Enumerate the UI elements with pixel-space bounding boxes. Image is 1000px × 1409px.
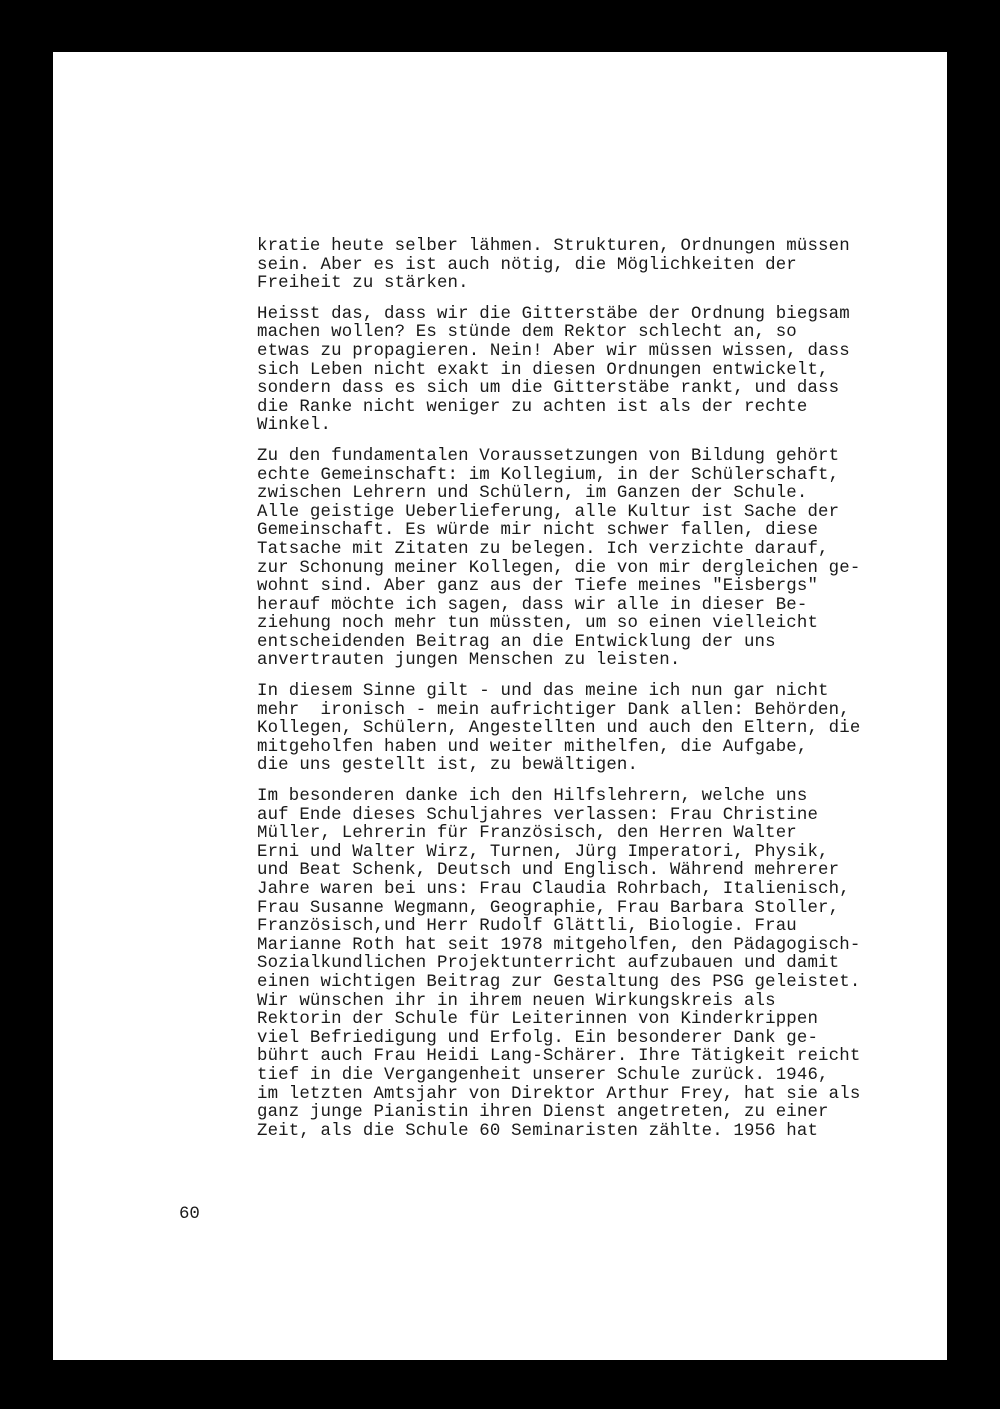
- text-line: ganz junge Pianistin ihren Dienst angetreten, zu einer: [257, 1103, 829, 1123]
- paragraph: [257, 788, 917, 1141]
- text-line: ziehung noch mehr tun müssten, um so einen vielleicht: [257, 614, 819, 634]
- text-line: Heisst das, dass wir die Gitterstäbe der Ordnung biegsam: [257, 304, 850, 324]
- body-text: [257, 238, 917, 1153]
- text-line: tief in die Vergangenheit unserer Schule zurück. 1946,: [257, 1065, 829, 1085]
- text-line: viel Befriedigung und Erfolg. Ein besonderer Dank ge-: [257, 1028, 819, 1048]
- text-line: im letzten Amtsjahr von Direktor Arthur Frey, hat sie als: [257, 1084, 861, 1104]
- text-line: Wir wünschen ihr in ihrem neuen Wirkungskreis als: [257, 991, 776, 1011]
- text-line: zur Schonung meiner Kollegen, die von mir dergleichen ge-: [257, 558, 861, 578]
- text-line: Kollegen, Schülern, Angestellten und auch den Eltern, die: [257, 719, 861, 739]
- text-line: Marianne Roth hat seit 1978 mitgeholfen, den Pädagogisch-: [257, 935, 861, 955]
- text-line: zwischen Lehrern und Schülern, im Ganzen der Schule.: [257, 484, 808, 504]
- text-line: Erni und Walter Wirz, Turnen, Jürg Imperatori, Physik,: [257, 842, 829, 862]
- text-line: Rektorin der Schule für Leiterinnen von Kinderkrippen: [257, 1010, 819, 1030]
- text-line: und Beat Schenk, Deutsch und Englisch. Während mehrerer: [257, 861, 840, 881]
- text-line: bührt auch Frau Heidi Lang-Schärer. Ihre Tätigkeit reicht: [257, 1047, 861, 1067]
- document-page: [53, 52, 947, 1360]
- paragraph: [257, 238, 917, 294]
- text-line: auf Ende dieses Schuljahres verlassen: Frau Christine: [257, 805, 819, 825]
- text-line: Jahre waren bei uns: Frau Claudia Rohrbach, Italienisch,: [257, 880, 850, 899]
- text-line: Sozialkundlichen Projektunterricht aufzubauen und damit: [257, 954, 840, 974]
- text-line: mehr ironisch - mein aufrichtiger Dank allen: Behörden,: [257, 700, 850, 720]
- text-line: Müller, Lehrerin für Französisch, den Herren Walter: [257, 824, 797, 844]
- text-line: sich Leben nicht exakt in diesen Ordnungen entwickelt,: [257, 360, 829, 380]
- text-line: Im besonderen danke ich den Hilfslehrern, welche uns: [257, 787, 808, 807]
- page-number: 60: [179, 1205, 200, 1224]
- text-line: Tatsache mit Zitaten zu belegen. Ich verzichte darauf,: [257, 539, 829, 559]
- text-line: In diesem Sinne gilt - und das meine ich nun gar nicht: [257, 682, 829, 702]
- text-line: echte Gemeinschaft: im Kollegium, in der Schülerschaft,: [257, 465, 840, 485]
- text-line: mitgeholfen haben und weiter mithelfen, die Aufgabe,: [257, 737, 808, 757]
- paragraph: [257, 683, 917, 776]
- text-line: sein. Aber es ist auch nötig, die Möglichkeiten der: [257, 255, 797, 275]
- text-line: Zeit, als die Schule 60 Seminaristen zählte. 1956 hat: [257, 1121, 819, 1141]
- paragraph: [257, 306, 917, 436]
- text-line: etwas zu propagieren. Nein! Aber wir müssen wissen, dass: [257, 341, 850, 361]
- paragraph: [257, 448, 917, 671]
- text-line: die uns gestellt ist, zu bewältigen.: [257, 756, 639, 776]
- text-line: sondern dass es sich um die Gitterstäbe rankt, und dass: [257, 379, 840, 399]
- text-line: Gemeinschaft. Es würde mir nicht schwer fallen, diese: [257, 521, 819, 541]
- text-line: Alle geistige Ueberlieferung, alle Kultur ist Sache der: [257, 502, 840, 522]
- text-line: herauf möchte ich sagen, dass wir alle in dieser Be-: [257, 595, 808, 615]
- text-line: Winkel.: [257, 416, 332, 436]
- text-line: Zu den fundamentalen Voraussetzungen von Bildung gehört: [257, 446, 840, 466]
- text-line: entscheidenden Beitrag an die Entwicklung der uns: [257, 632, 776, 652]
- text-line: die Ranke nicht weniger zu achten ist als der rechte: [257, 397, 808, 417]
- text-line: Freiheit zu stärken.: [257, 274, 469, 294]
- text-line: wohnt sind. Aber ganz aus der Tiefe meines "Eisbergs": [257, 577, 819, 597]
- text-line: einen wichtigen Beitrag zur Gestaltung des PSG geleistet.: [257, 972, 861, 992]
- text-line: Frau Susanne Wegmann, Geographie, Frau Barbara Stoller,: [257, 898, 840, 918]
- text-line: Französisch,und Herr Rudolf Glättli, Biologie. Frau: [257, 917, 797, 937]
- text-line: anvertrauten jungen Menschen zu leisten.: [257, 651, 681, 671]
- text-line: machen wollen? Es stünde dem Rektor schlecht an, so: [257, 323, 797, 343]
- text-line: kratie heute selber lähmen. Strukturen, Ordnungen müssen: [257, 237, 850, 256]
